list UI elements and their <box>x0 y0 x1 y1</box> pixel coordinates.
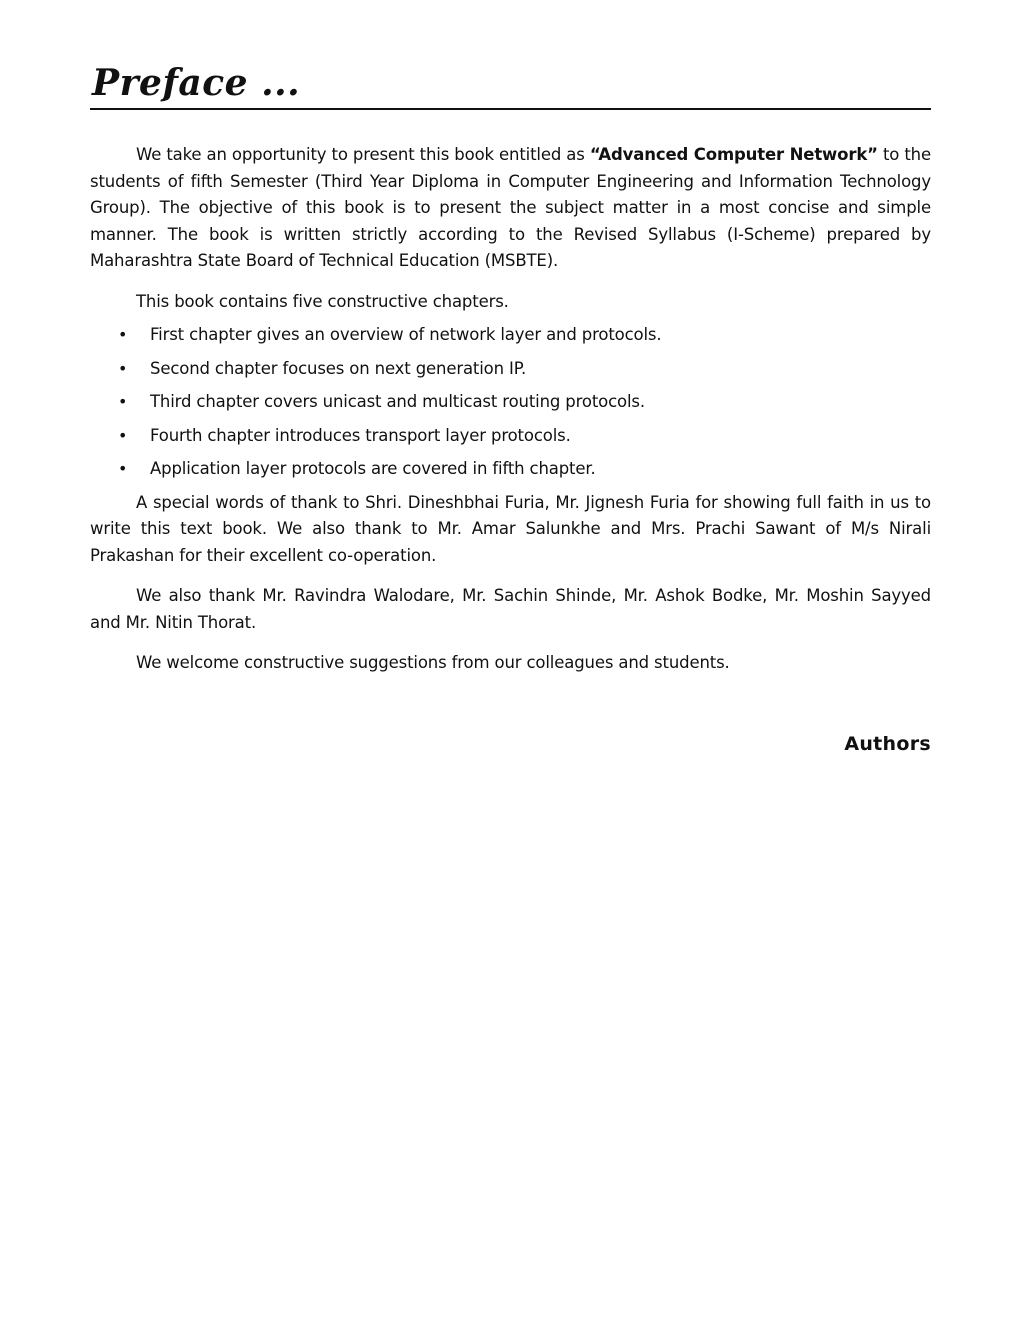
bullet-icon: • <box>118 392 128 411</box>
title-underline <box>90 108 931 110</box>
list-item <box>90 423 931 450</box>
acknowledgement-paragraph: A special words of thank to Shri. Dineshbhai Furia, Mr. Jignesh Furia for showing full faith in us to write this text book. We also thank to Mr. Amar Salunkhe and Mrs. Prachi Sawant of M/s Nirali Prakashan for their excellent co-operation. <box>90 492 931 565</box>
thanks-paragraph: We also thank Mr. Ravindra Walodare, Mr. Sachin Shinde, Mr. Ashok Bodke, Mr. Moshin Sayyed and Mr. Nitin Thorat. <box>90 586 931 632</box>
bullet-icon: • <box>118 358 128 378</box>
intro-text-after: to the students of fifth Semester (Third Year Diploma in Computer Engineering and Information Technology Group). The objective of this book is to present the subject matter in a most concise and simple manner. The book is written strictly according to the Revised Syllabus (I-Scheme) prepared by Maharashtra State Board of Technical Education (MSBTE). <box>90 145 931 270</box>
bullet-icon: • <box>118 325 128 344</box>
authors-signoff: Authors <box>844 732 931 755</box>
closing-paragraph: We welcome constructive suggestions from our colleagues and students. <box>136 653 730 672</box>
contents-intro: This book contains five constructive chapters. <box>136 291 509 311</box>
list-item-text: Third chapter covers unicast and multicast routing protocols. <box>150 392 645 411</box>
intro-text-before: We take an opportunity to present this book entitled as <box>136 145 590 164</box>
intro-paragraph <box>90 142 931 275</box>
list-item-text: Second chapter focuses on next generation IP. <box>150 358 527 378</box>
list-item-text: First chapter gives an overview of network layer and protocols. <box>150 325 662 344</box>
list-item <box>90 322 931 349</box>
bullet-icon: • <box>118 459 128 478</box>
list-item <box>90 456 931 483</box>
list-item <box>90 389 931 416</box>
list-item-text: Fourth chapter introduces transport layer protocols. <box>150 425 571 445</box>
list-item <box>90 356 931 383</box>
preface-page <box>90 58 931 755</box>
list-item-text: Application layer protocols are covered in fifth chapter. <box>150 459 596 478</box>
book-title: “Advanced Computer Network” <box>589 145 878 164</box>
chapter-list <box>90 322 931 483</box>
bullet-icon: • <box>118 425 128 445</box>
page-title: Preface ... <box>92 62 301 104</box>
